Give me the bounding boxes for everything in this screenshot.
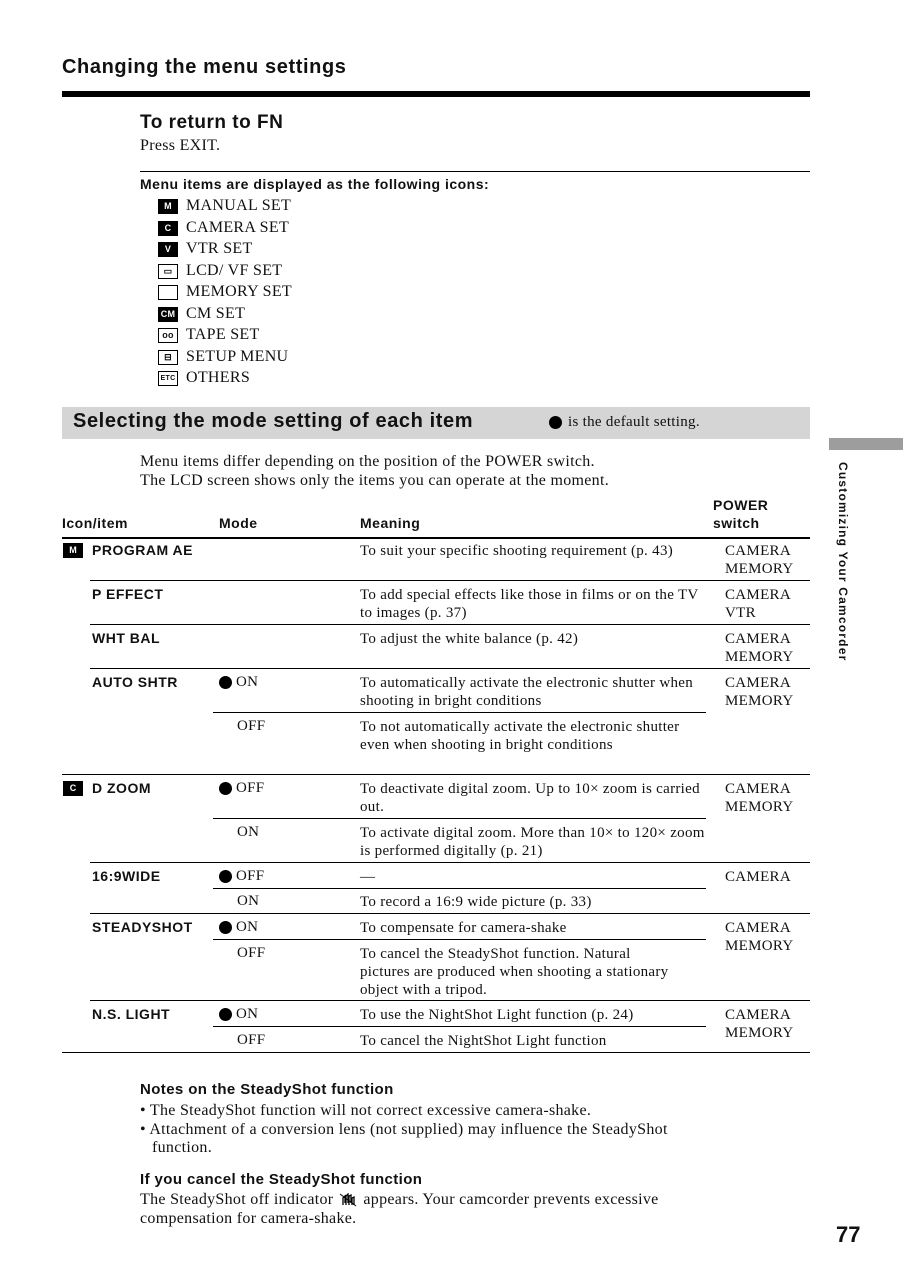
section-title: Selecting the mode setting of each item (73, 410, 474, 432)
default-dot-icon (219, 870, 232, 883)
col-header-power: POWER (713, 497, 769, 513)
cancel-title: If you cancel the SteadyShot function (140, 1171, 423, 1188)
icon-list-label: LCD/ VF SET (186, 262, 283, 279)
default-dot-icon (219, 782, 232, 795)
mode-off (237, 1032, 265, 1049)
mode-on (237, 824, 259, 841)
row-rule (90, 580, 810, 581)
icon-list-item (158, 348, 288, 366)
icon-list-item (158, 240, 253, 258)
power-camera: CAMERA (725, 675, 791, 691)
row-rule (90, 862, 810, 863)
cancel-line (140, 1190, 659, 1209)
icon-list-item (158, 283, 292, 301)
sub-row-rule (213, 712, 706, 713)
manual-set-icon: M (158, 199, 178, 214)
return-fn-text: Press EXIT. (140, 137, 221, 154)
mode-label: OFF (236, 780, 265, 796)
group-rule (62, 774, 810, 775)
power-memory: MEMORY (725, 649, 794, 665)
item-d-zoom: D ZOOM (92, 780, 151, 796)
icon-list-label: TAPE SET (186, 326, 260, 343)
note-item: • The SteadyShot function will not correct excessive camera-shake. (140, 1102, 592, 1119)
mode-off (237, 945, 265, 962)
item-wht-bal: WHT BAL (92, 630, 161, 646)
page-number: 77 (836, 1222, 861, 1247)
mode-on-default (219, 919, 258, 936)
title-rule (62, 91, 810, 97)
default-dot-icon (219, 676, 232, 689)
power-camera: CAMERA (725, 631, 791, 647)
mode-off-default (219, 780, 264, 797)
note-item: • Attachment of a conversion lens (not supplied) may influence the SteadyShot (140, 1121, 668, 1138)
power-vtr: VTR (725, 605, 756, 621)
vtr-set-icon: V (158, 242, 178, 257)
row-rule (90, 668, 810, 669)
mode-label: ON (236, 919, 259, 935)
default-dot-icon (219, 921, 232, 934)
manual-set-icon: M (63, 543, 83, 558)
memory-set-icon (158, 285, 178, 300)
camera-set-icon: C (158, 221, 178, 236)
meaning-auto-shtr-on: To automatically activate the electronic shutter when shooting in bright conditions (360, 675, 694, 709)
meaning-d-zoom-off: To deactivate digital zoom. Up to 10× zoom is carried out. (360, 781, 700, 815)
col-header-meaning: Meaning (360, 515, 421, 531)
item-auto-shtr: AUTO SHTR (92, 674, 178, 690)
cm-set-icon: CM (158, 307, 178, 322)
col-header-mode: Mode (219, 515, 258, 531)
power-camera: CAMERA (725, 543, 791, 559)
power-memory: MEMORY (725, 561, 794, 577)
cancel-line-2: compensation for camera-shake. (140, 1210, 357, 1227)
mode-on-default (219, 1006, 258, 1023)
mode-off (237, 718, 265, 735)
mode-label: ON (237, 824, 260, 840)
icon-list-item (158, 219, 289, 237)
default-dot-icon (219, 1008, 232, 1021)
camera-set-icon: C (63, 781, 83, 796)
sub-row-rule (213, 818, 706, 819)
meaning-d-zoom-on: To activate digital zoom. More than 10× to 120× zoom is performed digitally (p. 21) (360, 825, 705, 859)
power-camera: CAMERA (725, 781, 791, 797)
notes-title: Notes on the SteadyShot function (140, 1081, 394, 1098)
mode-label: OFF (237, 1032, 266, 1048)
meaning-wht-bal: To adjust the white balance (p. 42) (360, 631, 579, 647)
row-rule (90, 913, 810, 914)
icon-list-label: MEMORY SET (186, 283, 292, 300)
mode-label: OFF (237, 945, 266, 961)
intro-line: Menu items differ depending on the position of the POWER switch. (140, 453, 595, 470)
page-title: Changing the menu settings (62, 56, 347, 78)
cancel-text-a: The SteadyShot off indicator (140, 1191, 334, 1208)
return-fn-title: To return to FN (140, 112, 284, 133)
tape-set-icon: oo (158, 328, 178, 343)
item-16-9-wide: 16:9WIDE (92, 868, 161, 884)
mode-label: OFF (237, 718, 266, 734)
icon-list-label: VTR SET (186, 240, 253, 257)
meaning-auto-shtr-off: To not automatically activate the electronic shutter even when shooting in bright conditions (360, 719, 680, 753)
item-steadyshot: STEADYSHOT (92, 919, 193, 935)
power-memory: MEMORY (725, 938, 794, 954)
icon-list-label: CM SET (186, 305, 246, 322)
col-header-switch: switch (713, 515, 760, 531)
item-p-effect: P EFFECT (92, 586, 164, 602)
sub-row-rule (213, 888, 706, 889)
power-camera: CAMERA (725, 587, 791, 603)
item-program-ae: PROGRAM AE (92, 542, 193, 558)
sub-row-rule (213, 939, 706, 940)
icon-list-label: CAMERA SET (186, 219, 290, 236)
table-header-rule (62, 537, 810, 539)
others-icon: ETC (158, 371, 178, 386)
icon-list-item (158, 369, 250, 387)
row-rule (90, 1000, 810, 1001)
default-note-text: is the default setting. (568, 414, 700, 430)
mode-on-default (219, 674, 258, 691)
icon-list-label: SETUP MENU (186, 348, 289, 365)
col-header-icon-item: Icon/item (62, 515, 128, 531)
setup-menu-icon: ⊟ (158, 350, 178, 365)
side-tab-bar (829, 438, 903, 450)
power-camera: CAMERA (725, 1007, 791, 1023)
mode-label: ON (236, 674, 259, 690)
steadyshot-off-icon (339, 1193, 357, 1207)
row-rule (90, 624, 810, 625)
icon-list-label: MANUAL SET (186, 197, 292, 214)
meaning-steadyshot-off: To cancel the SteadyShot function. Natural pictures are produced when shooting a stationary object with a tripod. (360, 946, 669, 998)
mode-label: ON (237, 893, 260, 909)
mode-on (237, 893, 259, 910)
default-note (549, 414, 700, 431)
power-camera: CAMERA (725, 869, 791, 885)
icons-heading: Menu items are displayed as the following icons: (140, 176, 490, 192)
side-tab-label: Customizing Your Camcorder (836, 462, 850, 662)
sub-row-rule (213, 1026, 706, 1027)
mode-label: ON (236, 1006, 259, 1022)
icon-list-item (158, 262, 282, 280)
meaning-ns-light-on: To use the NightShot Light function (p. 24) (360, 1007, 634, 1023)
lcd-vf-set-icon: ▭ (158, 264, 178, 279)
default-dot-icon (549, 416, 562, 429)
meaning-wide-on: To record a 16:9 wide picture (p. 33) (360, 894, 592, 910)
power-camera: CAMERA (725, 920, 791, 936)
icon-list-label: OTHERS (186, 369, 251, 386)
icon-list-item (158, 305, 245, 323)
meaning-wide-off: — (360, 869, 376, 885)
meaning-program-ae: To suit your specific shooting requirement (p. 43) (360, 543, 674, 559)
power-memory: MEMORY (725, 799, 794, 815)
table-bottom-rule (62, 1052, 810, 1053)
meaning-ns-light-off: To cancel the NightShot Light function (360, 1033, 607, 1049)
mode-off-default (219, 868, 264, 885)
item-ns-light: N.S. LIGHT (92, 1006, 171, 1022)
power-memory: MEMORY (725, 1025, 794, 1041)
note-item-continued: function. (152, 1139, 213, 1156)
icon-list-item (158, 326, 260, 344)
intro-line: The LCD screen shows only the items you can operate at the moment. (140, 472, 610, 489)
divider (140, 171, 810, 172)
meaning-steadyshot-on: To compensate for camera-shake (360, 920, 567, 936)
icon-list-item (158, 197, 291, 215)
power-memory: MEMORY (725, 693, 794, 709)
meaning-p-effect: To add special effects like those in films or on the TV to images (p. 37) (360, 587, 699, 621)
cancel-text-b: appears. Your camcorder prevents excessive (363, 1191, 659, 1208)
mode-label: OFF (236, 868, 265, 884)
